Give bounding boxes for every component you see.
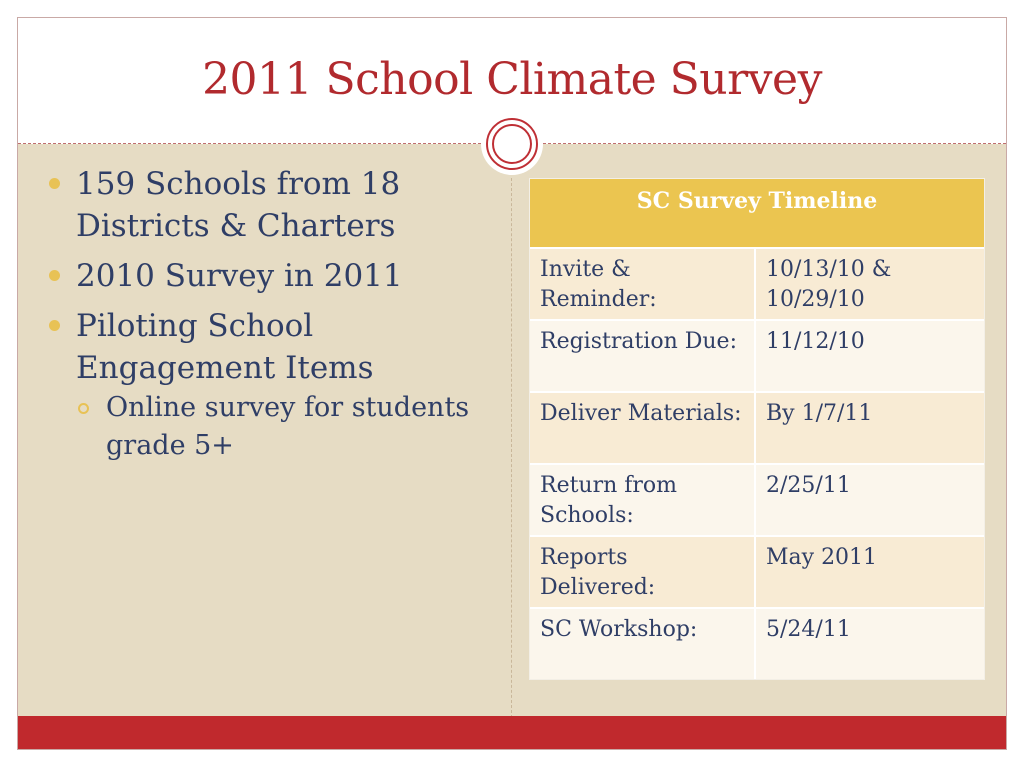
table-row <box>530 321 984 393</box>
table-cell-label: Deliver Materials: <box>530 393 756 463</box>
table-row <box>530 249 984 321</box>
sub-bullet-item <box>46 389 501 465</box>
table-cell-value: May 2011 <box>766 545 878 570</box>
bullet-text: 159 Schools from 18 Districts & Charters <box>76 166 401 244</box>
table-row <box>530 609 984 679</box>
column-divider <box>511 178 512 718</box>
table-cell-label: Return from Schools: <box>530 465 756 535</box>
bullet-text: 2010 Survey in 2011 <box>76 258 403 294</box>
ornament-inner-ring <box>492 124 532 164</box>
bullet-item <box>46 255 501 297</box>
bullet-list <box>46 163 501 465</box>
table-cell-value: 10/13/10 & 10/29/10 <box>766 257 892 312</box>
table-row <box>530 393 984 465</box>
table-row <box>530 537 984 609</box>
table-row <box>530 465 984 537</box>
timeline-table <box>529 178 985 680</box>
bottom-accent-bar <box>18 716 1006 749</box>
table-cell-value: 2/25/11 <box>766 473 851 498</box>
table-cell-label: SC Workshop: <box>530 609 756 679</box>
bullet-item <box>46 305 501 389</box>
slide-title: 2011 School Climate Survey <box>202 54 822 105</box>
slide-frame <box>17 17 1007 750</box>
timeline-table-header: SC Survey Timeline <box>530 179 984 249</box>
bullet-text: Piloting School Engagement Items <box>76 308 374 386</box>
bullet-item <box>46 163 501 247</box>
sub-bullet-ring-icon <box>78 403 89 414</box>
table-cell-value: 11/12/10 <box>766 329 865 354</box>
bullet-dot-icon <box>49 320 60 331</box>
table-cell-label: Reports Delivered: <box>530 537 756 607</box>
bullet-dot-icon <box>49 178 60 189</box>
table-cell-value: By 1/7/11 <box>766 401 873 426</box>
table-cell-label: Registration Due: <box>530 321 756 391</box>
table-cell-value: 5/24/11 <box>766 617 851 642</box>
sub-bullet-text: Online survey for students grade 5+ <box>106 392 470 461</box>
table-cell-label: Invite & Reminder: <box>530 249 756 319</box>
bullet-dot-icon <box>49 270 60 281</box>
